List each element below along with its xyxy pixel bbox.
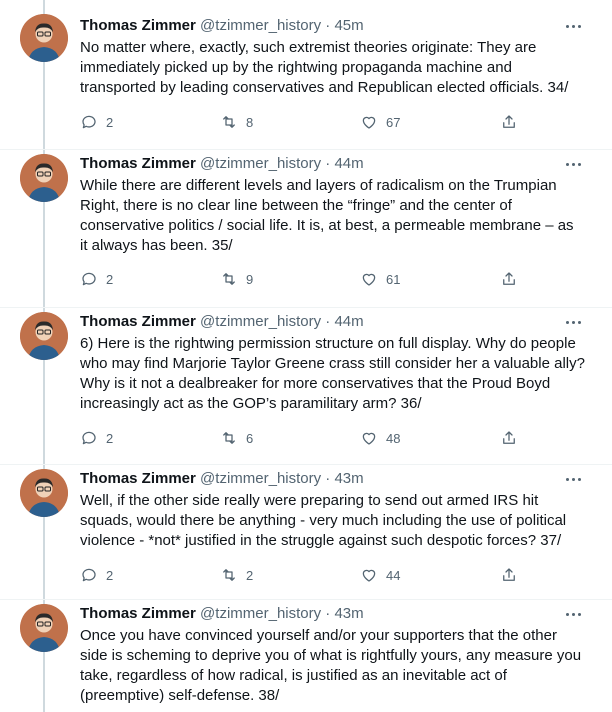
- tweet-38[interactable]: [0, 600, 612, 712]
- tweet-time[interactable]: 44m: [334, 313, 364, 330]
- share-button[interactable]: [500, 269, 520, 289]
- like-count: 48: [386, 430, 401, 446]
- tweet-actions: [80, 428, 520, 448]
- author-handle[interactable]: @tzimmer_history: [200, 155, 322, 172]
- retweet-icon: [220, 113, 238, 131]
- avatar[interactable]: [20, 14, 68, 62]
- author-name[interactable]: Thomas Zimmer: [80, 313, 196, 330]
- separator-dot: ·: [321, 17, 335, 34]
- share-button[interactable]: [500, 565, 520, 585]
- more-options-button[interactable]: [558, 604, 588, 624]
- heart-icon: [360, 429, 378, 447]
- author-handle[interactable]: @tzimmer_history: [200, 605, 322, 622]
- retweet-icon: [220, 429, 238, 447]
- author-handle[interactable]: @tzimmer_history: [200, 470, 322, 487]
- separator-dot: ·: [321, 470, 335, 487]
- tweet-text: 6) Here is the rightwing permission structure on full display. Why do people who may find Marjorie Taylor Greene crass still consider her a valuable ally? Why is it not a dealbreaker for more conservatives that the Proud Boyd increasingly act as the GOP’s paramilitary arm? 36/: [80, 335, 585, 412]
- reply-button[interactable]: [80, 112, 140, 132]
- tweet-header: [80, 154, 598, 174]
- reply-icon: [80, 113, 98, 131]
- author-name[interactable]: Thomas Zimmer: [80, 155, 196, 172]
- reply-count: 2: [106, 567, 114, 583]
- heart-icon: [360, 270, 378, 288]
- tweet-37[interactable]: [0, 465, 612, 600]
- like-button[interactable]: [360, 428, 420, 448]
- tweet-header: [80, 469, 598, 489]
- reply-count: 2: [106, 271, 114, 287]
- like-button[interactable]: [360, 269, 420, 289]
- reply-count: 2: [106, 430, 114, 446]
- author-name[interactable]: Thomas Zimmer: [80, 470, 196, 487]
- like-count: 67: [386, 114, 401, 130]
- heart-icon: [360, 113, 378, 131]
- tweet-header: [80, 604, 598, 624]
- tweet-header: [80, 16, 598, 36]
- retweet-button[interactable]: [220, 112, 280, 132]
- reply-button[interactable]: [80, 269, 140, 289]
- retweet-count: 8: [246, 114, 254, 130]
- retweet-count: 2: [246, 567, 254, 583]
- tweet-36[interactable]: [0, 308, 612, 465]
- more-options-button[interactable]: [558, 154, 588, 174]
- like-count: 61: [386, 271, 401, 287]
- like-button[interactable]: [360, 565, 420, 585]
- share-icon: [500, 113, 518, 131]
- tweet-35[interactable]: [0, 150, 612, 308]
- share-icon: [500, 429, 518, 447]
- tweet-actions: [80, 112, 520, 132]
- share-icon: [500, 270, 518, 288]
- tweet-34[interactable]: [0, 0, 612, 150]
- avatar[interactable]: [20, 154, 68, 202]
- more-options-button[interactable]: [558, 469, 588, 489]
- tweet-header: [80, 312, 598, 332]
- separator-dot: ·: [321, 605, 335, 622]
- heart-icon: [360, 566, 378, 584]
- author-handle[interactable]: @tzimmer_history: [200, 313, 322, 330]
- tweet-text: Once you have convinced yourself and/or your supporters that the other side is scheming to deprive you of what is rightfully yours, any measure you take, regardless of how radical, is justified as an inevitable act of (preemptive) self-defense. 38/: [80, 627, 582, 704]
- retweet-button[interactable]: [220, 269, 280, 289]
- reply-icon: [80, 270, 98, 288]
- like-count: 44: [386, 567, 401, 583]
- avatar[interactable]: [20, 312, 68, 360]
- tweet-time[interactable]: 44m: [334, 155, 364, 172]
- tweet-actions: [80, 269, 520, 289]
- tweet-actions: [80, 565, 520, 585]
- reply-button[interactable]: [80, 565, 140, 585]
- tweet-text: No matter where, exactly, such extremist theories originate: They are immediately picked up by the rightwing propaganda machine and transported by leading conservatives and Republican elected officials. 34/: [80, 39, 569, 96]
- retweet-count: 9: [246, 271, 254, 287]
- tweet-text: Well, if the other side really were preparing to send out armed IRS hit squads, would there be anything - very much including the use of political violence - *not* justified in the struggle against such despotic forces? 37/: [80, 492, 567, 549]
- more-options-button[interactable]: [558, 312, 588, 332]
- reply-count: 2: [106, 114, 114, 130]
- tweet-time[interactable]: 45m: [334, 17, 364, 34]
- tweet-time[interactable]: 43m: [334, 605, 364, 622]
- separator-dot: ·: [321, 155, 335, 172]
- retweet-icon: [220, 270, 238, 288]
- retweet-button[interactable]: [220, 428, 280, 448]
- more-options-button[interactable]: [558, 16, 588, 36]
- retweet-icon: [220, 566, 238, 584]
- retweet-button[interactable]: [220, 565, 280, 585]
- reply-icon: [80, 566, 98, 584]
- reply-icon: [80, 429, 98, 447]
- reply-button[interactable]: [80, 428, 140, 448]
- share-button[interactable]: [500, 428, 520, 448]
- author-name[interactable]: Thomas Zimmer: [80, 17, 196, 34]
- avatar[interactable]: [20, 469, 68, 517]
- author-handle[interactable]: @tzimmer_history: [200, 17, 322, 34]
- share-button[interactable]: [500, 112, 520, 132]
- avatar[interactable]: [20, 604, 68, 652]
- author-name[interactable]: Thomas Zimmer: [80, 605, 196, 622]
- separator-dot: ·: [321, 313, 335, 330]
- tweet-time[interactable]: 43m: [334, 470, 364, 487]
- like-button[interactable]: [360, 112, 420, 132]
- tweet-text: While there are different levels and layers of radicalism on the Trumpian Right, there is no clear line between the “fringe” and the center of conservative politics / social life. It is, at best, a permeable membrane – as it always has been. 35/: [80, 177, 574, 254]
- retweet-count: 6: [246, 430, 254, 446]
- share-icon: [500, 566, 518, 584]
